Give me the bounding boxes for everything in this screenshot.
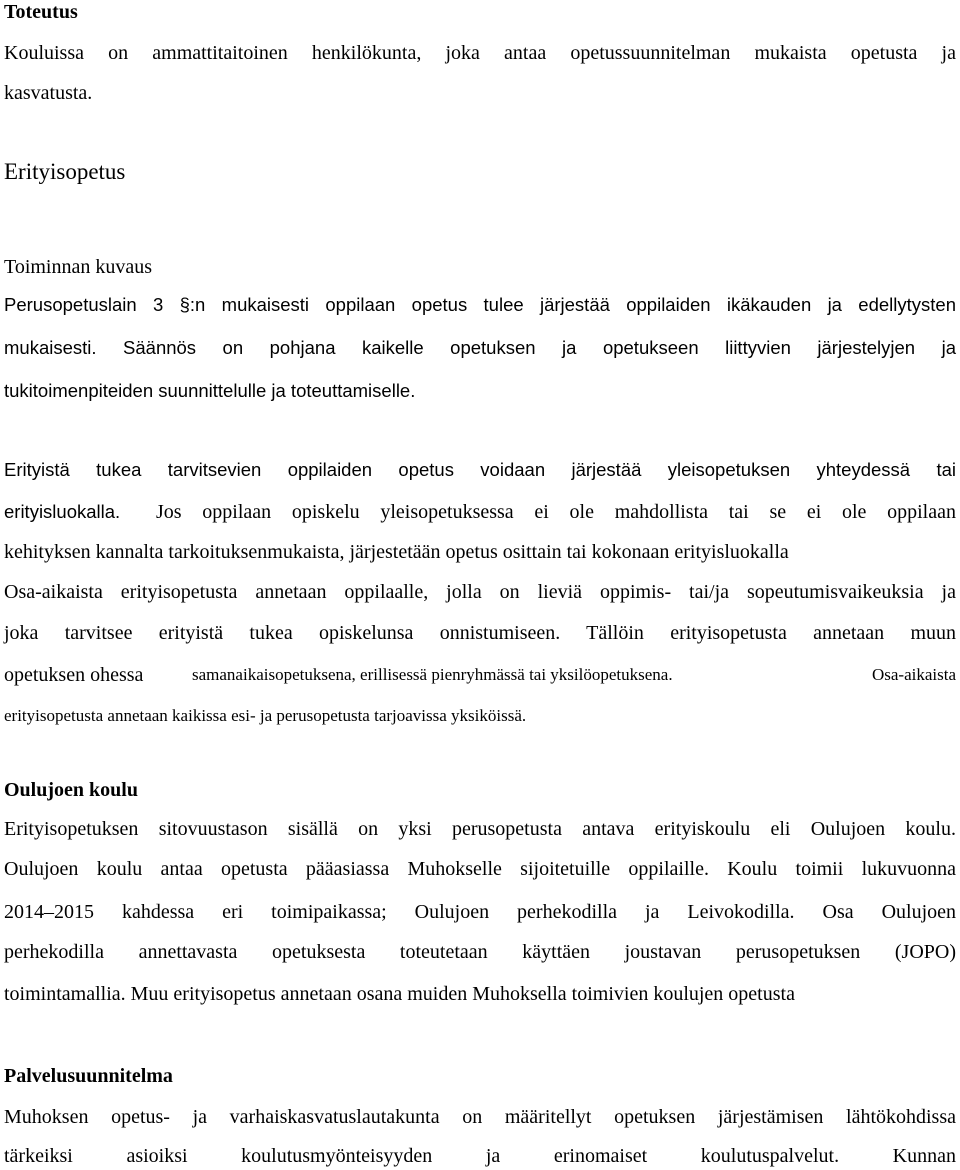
section-heading-toteutus: Toteutus (4, 1, 78, 23)
toteutus-text-line-2: kasvatusta. (4, 82, 93, 104)
erityisopetus-p2-line-3: kehityksen kannalta tarkoituksenmukaista, järjestetään opetus osittain tai kokonaan erityisluokalla (4, 541, 789, 563)
erityisopetus-p2-line-6a: opetuksen ohessa (4, 664, 144, 686)
erityisopetus-p2-line-5: joka tarvitsee erityistä tukea opiskelunsa onnistumiseen. Tällöin erityisopetusta annetaan muun (4, 622, 956, 644)
section-heading-palvelusuunnitelma: Palvelusuunnitelma (4, 1065, 173, 1087)
toteutus-text-line-1: Kouluissa on ammattitaitoinen henkilökunta, joka antaa opetussuunnitelman mukaista opetusta ja (4, 42, 956, 64)
erityisopetus-p1-line-3: tukitoimenpiteiden suunnittelulle ja toteuttamiselle. (4, 380, 416, 401)
erityisopetus-p2-line-1: Erityistä tukea tarvitsevien oppilaiden opetus voidaan järjestää yleisopetuksen yhteydessä tai (4, 459, 956, 480)
erityisopetus-p2-line-4: Osa-aikaista erityisopetusta annetaan oppilaalle, jolla on lieviä oppimis- tai/ja sopeutumisvaikeuksia ja (4, 581, 956, 603)
erityisopetus-p2-line-2b: Jos oppilaan opiskelu yleisopetuksessa ei ole mahdollista tai se ei ole oppilaan (156, 501, 956, 523)
erityisopetus-p1-line-2: mukaisesti. Säännös on pohjana kaikelle opetuksen ja opetukseen liittyvien järjestelyjen ja (4, 337, 956, 358)
subheading-toiminnan-kuvaus: Toiminnan kuvaus (4, 256, 153, 278)
oulujoen-text-line-5: toimintamallia. Muu erityisopetus annetaan osana muiden Muhoksella toimivien koulujen opetusta (4, 983, 795, 1005)
palvelu-text-line-1: Muhoksen opetus- ja varhaiskasvatuslautakunta on määritellyt opetuksen järjestämisen lähtökohdissa (4, 1106, 956, 1128)
erityisopetus-p2-line-2 (4, 500, 956, 524)
oulujoen-text-line-3: 2014–2015 kahdessa eri toimipaikassa; Oulujoen perhekodilla ja Leivokodilla. Osa Oulujoen (4, 901, 956, 923)
section-heading-erityisopetus: Erityisopetus (4, 159, 126, 184)
erityisopetus-p2-line-6 (4, 663, 956, 687)
oulujoen-text-line-2: Oulujoen koulu antaa opetusta pääasiassa Muhokselle sijoitetuille oppilaille. Koulu toimii lukuvuonna (4, 858, 956, 880)
erityisopetus-p1-line-1: Perusopetuslain 3 §:n mukaisesti oppilaan opetus tulee järjestää oppilaiden ikäkauden ja edellytysten (4, 294, 956, 315)
erityisopetus-p2-line-7: erityisopetusta annetaan kaikissa esi- ja perusopetusta tarjoavissa yksiköissä. (4, 706, 527, 725)
erityisopetus-p2-line-6b: samanaikaisopetuksena, erillisessä pienryhmässä tai yksilöopetuksena. (192, 665, 673, 684)
erityisopetus-p2-line-2a: erityisluokalla. (4, 501, 121, 522)
oulujoen-text-line-4: perhekodilla annettavasta opetuksesta toteutetaan käyttäen joustavan perusopetuksen (JOPO) (4, 941, 956, 963)
palvelu-text-line-2: tärkeiksi asioiksi koulutusmyönteisyyden ja erinomaiset koulutuspalvelut. Kunnan (4, 1145, 956, 1167)
oulujoen-text-line-1: Erityisopetuksen sitovuustason sisällä on yksi perusopetusta antava erityiskoulu eli Oulujoen koulu. (4, 818, 956, 840)
erityisopetus-p2-line-6c: Osa-aikaista (871, 665, 956, 684)
section-heading-oulujoen-koulu: Oulujoen koulu (4, 779, 138, 801)
